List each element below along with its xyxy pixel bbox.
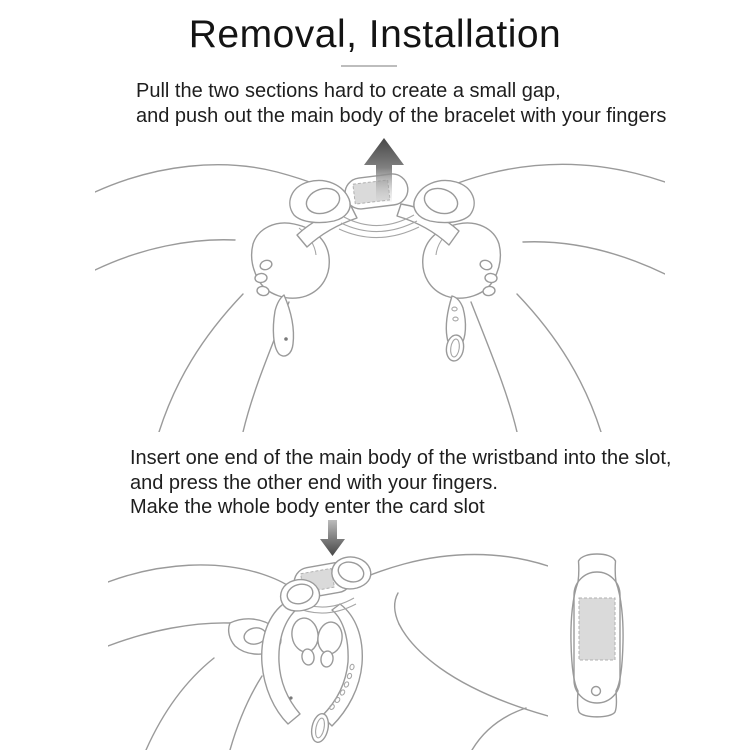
installation-illustration bbox=[108, 518, 548, 750]
knuckle-nail bbox=[301, 648, 315, 666]
installation-instructions bbox=[130, 446, 671, 520]
wristband-front-view bbox=[570, 552, 624, 722]
loop-left-leg bbox=[262, 602, 300, 724]
curled-finger bbox=[316, 620, 344, 655]
down-arrow-icon bbox=[320, 520, 345, 556]
curled-finger bbox=[290, 616, 320, 653]
wristband-screen bbox=[579, 598, 615, 660]
page-title: Removal, Installation bbox=[188, 13, 562, 56]
knuckle-nail bbox=[485, 273, 498, 283]
knuckle-nail bbox=[320, 650, 334, 668]
title-divider bbox=[341, 65, 397, 67]
right-hand bbox=[350, 555, 548, 750]
removal-illustration bbox=[95, 132, 665, 432]
instruction-line: Make the whole body enter the card slot bbox=[130, 496, 485, 518]
removal-instructions bbox=[136, 79, 666, 128]
strap-pin-hole bbox=[284, 337, 288, 341]
strap-pin-hole bbox=[289, 696, 292, 699]
wrist-strap-left bbox=[273, 295, 293, 356]
instruction-line: and push out the main body of the bracelet with your fingers bbox=[136, 104, 667, 127]
knuckle-nail bbox=[255, 273, 268, 283]
band-loop bbox=[262, 598, 363, 744]
instruction-line: and press the other end with your fingers. bbox=[130, 471, 498, 494]
instruction-line: Pull the two sections hard to create a small gap, bbox=[136, 80, 561, 102]
instruction-line: Insert one end of the main body of the wristband into the slot, bbox=[130, 447, 672, 469]
touch-button bbox=[592, 687, 601, 696]
